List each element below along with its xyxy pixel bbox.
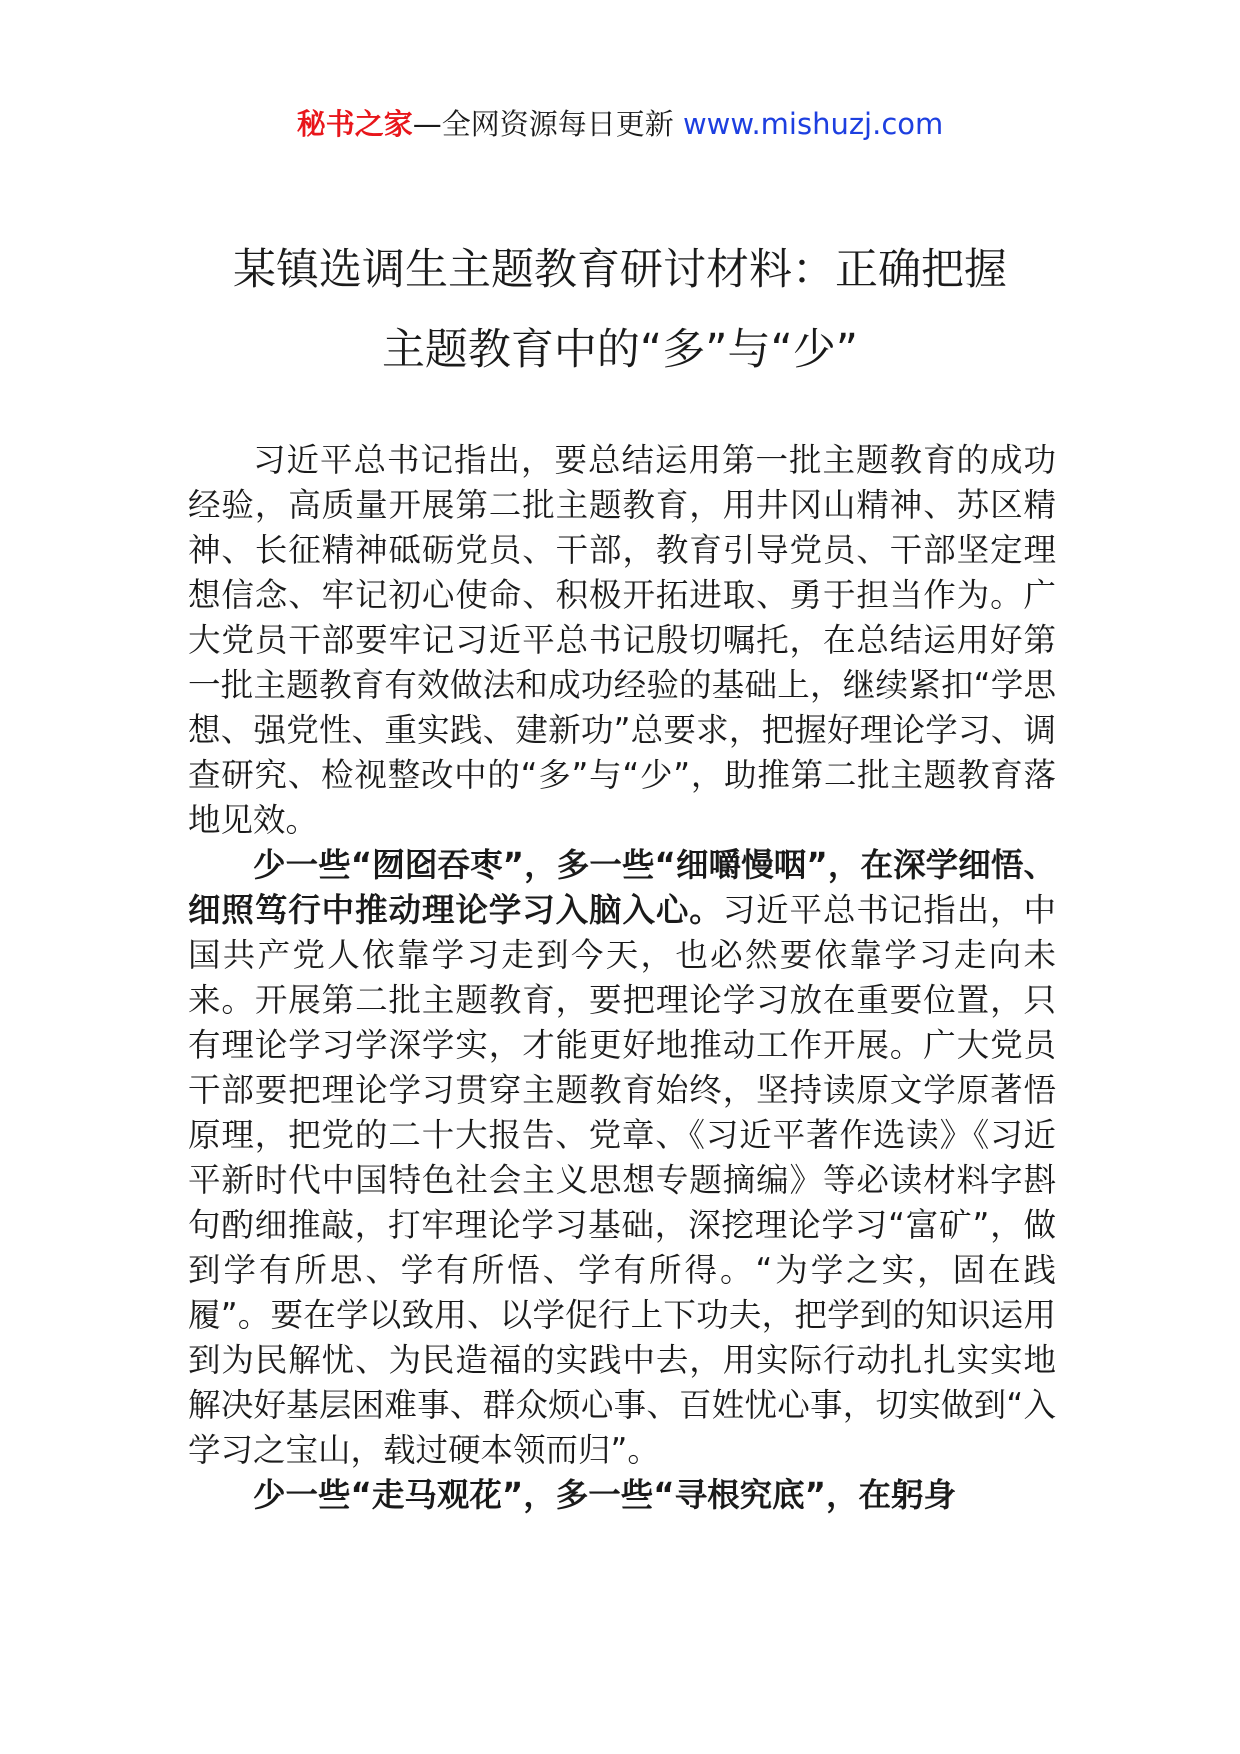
document-body (188, 438, 1056, 1518)
site-header (0, 104, 1240, 144)
site-url-link[interactable]: www.mishuzj.com (682, 107, 944, 141)
paragraph-section-1 (188, 843, 1056, 1473)
title-line-2: 主题教育中的“多”与“少” (381, 325, 859, 375)
paragraph-heading: 少一些“走马观花”，多一些“寻根究底”，在躬身 (253, 1476, 956, 1514)
paragraph-heading: 少一些“囫囵吞枣”，多一些“细嚼慢咽”，在深学细悟、细照笃行中推动理论学习入脑入心。 (188, 846, 1056, 929)
paragraph-intro (188, 438, 1056, 843)
title-line-1: 某镇选调生主题教育研讨材料：正确把握 (233, 245, 1007, 295)
header-slogan: —全网资源每日更新 (412, 107, 683, 141)
document-title (150, 230, 1090, 390)
paragraph-text: 习近平总书记指出，中国共产党人依靠学习走到今天，也必然要依靠学习走向未来。开展第二批主题教育，要把理论学习放在重要位置，只有理论学习学深学实，才能更好地推动工作开展。广大党员干部要把理论学习贯穿主题教育始终，坚持读原文学原著悟原理，把党的二十大报告、党章、《习近平著作选读》《习近平新时代中国特色社会主义思想专题摘编》等必读材料字斟句酌细推敲，打牢理论学习基础，深挖理论学习“富矿”，做到学有所思、学有所悟、学有所得。“为学之实，固在践履”。要在学以致用、以学促行上下功夫，把学到的知识运用到为民解忧、为民造福的实践中去，用实际行动扎扎实实地解决好基层困难事、群众烦心事、百姓忧心事，切实做到“入学习之宝山，载过硬本领而归”。 (188, 891, 1056, 1469)
paragraph-section-2 (188, 1473, 1056, 1518)
paragraph-text: 习近平总书记指出，要总结运用第一批主题教育的成功经验，高质量开展第二批主题教育，用井冈山精神、苏区精神、长征精神砥砺党员、干部，教育引导党员、干部坚定理想信念、牢记初心使命、积极开拓进取、勇于担当作为。广大党员干部要牢记习近平总书记殷切嘱托，在总结运用好第一批主题教育有效做法和成功经验的基础上，继续紧扣“学思想、强党性、重实践、建新功”总要求，把握好理论学习、调查研究、检视整改中的“多”与“少”，助推第二批主题教育落地见效。 (188, 441, 1056, 839)
brand-name: 秘书之家 (296, 107, 413, 141)
